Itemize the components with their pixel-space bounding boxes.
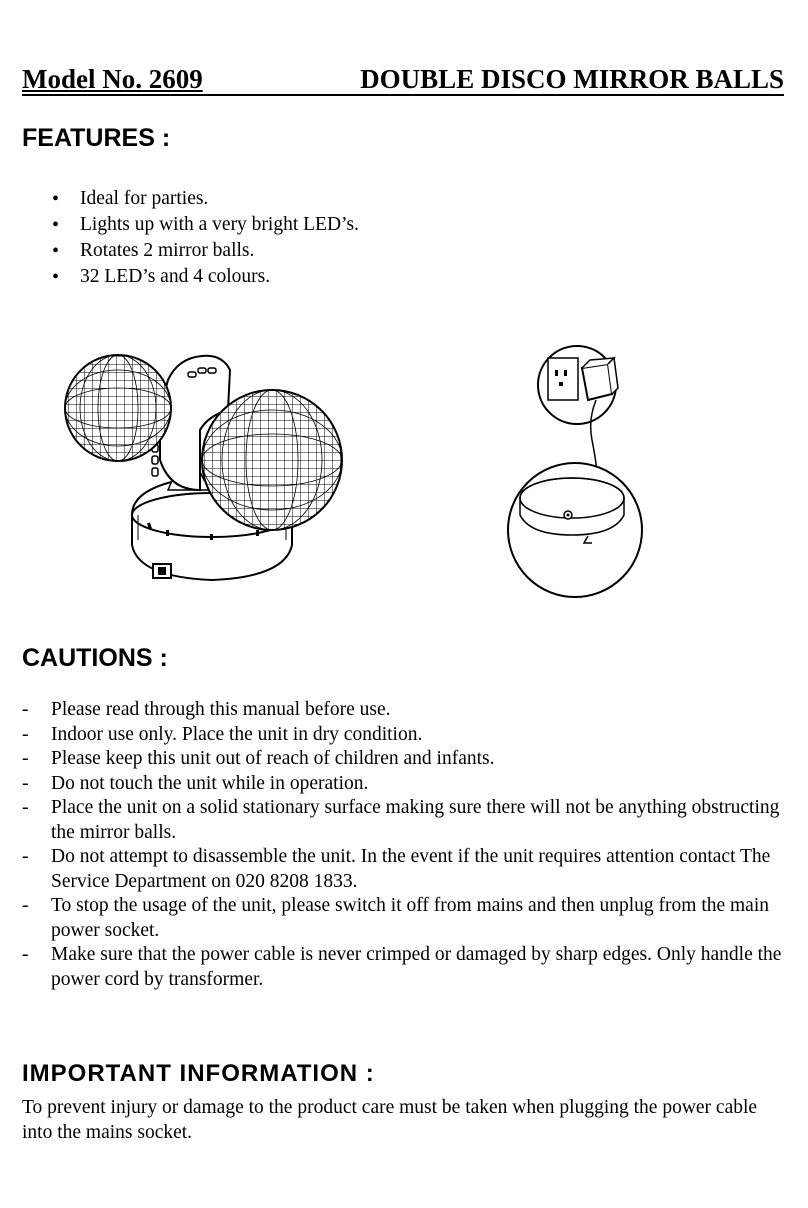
model-number: Model No. 2609	[22, 64, 203, 94]
cautions-list	[22, 698, 792, 992]
caution-item: - Place the unit on a solid stationary surface making sure there will not be anything obstructing the mirror balls.	[22, 796, 792, 845]
features-heading: FEATURES :	[22, 124, 171, 152]
document-title: DOUBLE DISCO MIRROR BALLS	[360, 64, 784, 94]
important-information-text: To prevent injury or damage to the product care must be taken when plugging the power cable into the mains socket.	[22, 1097, 758, 1143]
caution-item: - Do not touch the unit while in operation.	[22, 772, 792, 797]
feature-item: • 32 LED’s and 4 colours.	[22, 264, 359, 290]
feature-item: • Ideal for parties.	[22, 186, 359, 212]
page-header	[22, 64, 784, 96]
feature-item: • Rotates 2 mirror balls.	[22, 238, 359, 264]
feature-item: • Lights up with a very bright LED’s.	[22, 212, 359, 238]
cautions-heading: CAUTIONS :	[22, 644, 168, 672]
caution-item: - Indoor use only. Place the unit in dry condition.	[22, 723, 792, 748]
caution-item: - To stop the usage of the unit, please switch it off from mains and then unplug from the main power socket.	[22, 894, 792, 943]
caution-item: - Do not attempt to disassemble the unit. In the event if the unit requires attention contact The Service Department on 020 8208 1833.	[22, 845, 792, 894]
caution-item: - Make sure that the power cable is never crimped or damaged by sharp edges. Only handle the power cord by transformer.	[22, 943, 792, 992]
important-information-heading: IMPORTANT INFORMATION :	[22, 1060, 375, 1087]
caution-item: - Please keep this unit out of reach of children and infants.	[22, 747, 792, 772]
features-list	[22, 186, 359, 290]
power-adapter-illustration	[500, 340, 650, 600]
disco-mirror-balls-illustration	[60, 340, 360, 585]
caution-item: - Please read through this manual before use.	[22, 698, 792, 723]
